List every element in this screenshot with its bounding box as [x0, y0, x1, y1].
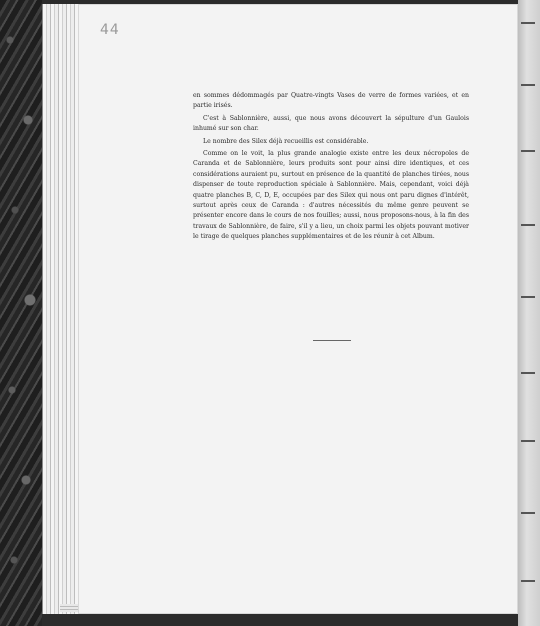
margin-tick [521, 440, 535, 442]
scan-margin-strip [518, 0, 540, 626]
paragraph: C'est à Sablonnière, aussi, que nous avons découvert la sépulture d'un Gaulois inhumé sur son char. [193, 114, 469, 133]
margin-tick [521, 224, 535, 226]
page-edges [42, 4, 79, 614]
margin-tick [521, 372, 535, 374]
section-divider [313, 340, 351, 341]
margin-tick [521, 150, 535, 152]
body-text [193, 91, 469, 243]
margin-tick [521, 296, 535, 298]
paragraph: Le nombre des Silex déjà recueillis est considérable. [203, 137, 369, 145]
paragraph: Comme on le voit, la plus grande analogie existe entre les deux nécropoles de Caranda et de Sablonnière, leurs produits sont pour ainsi dire identiques, et ces considérations auraient pu, surtout en présence de la quantité de planches tirées, nous dispenser de toute reproduction spéciale à Sablonnière. Mais, cependant, voici déjà quatre planches B, C, D, E, occupées par des Silex qui nous ont paru dignes d'intérêt, surtout après ceux de Caranda : d'autres nécessités du même genre peuvent se présenter encore dans le cours de nos fouilles; aussi, nous proposons-nous, à la fin des travaux de Sablonnière, de faire, s'il y a lieu, un choix parmi les objets pouvant motiver le tirage de quelques planches supplémentaires et de les réunir à cet Album. [193, 150, 469, 241]
margin-tick [521, 22, 535, 24]
margin-tick [521, 580, 535, 582]
margin-tick [521, 512, 535, 514]
margin-tick [521, 84, 535, 86]
marbled-binding [0, 0, 42, 626]
paragraph: en sommes dédommagés par Quatre-vingts Vases de verre de formes variées, et en partie irisés. [193, 92, 469, 110]
page-number: 44 [100, 22, 120, 38]
